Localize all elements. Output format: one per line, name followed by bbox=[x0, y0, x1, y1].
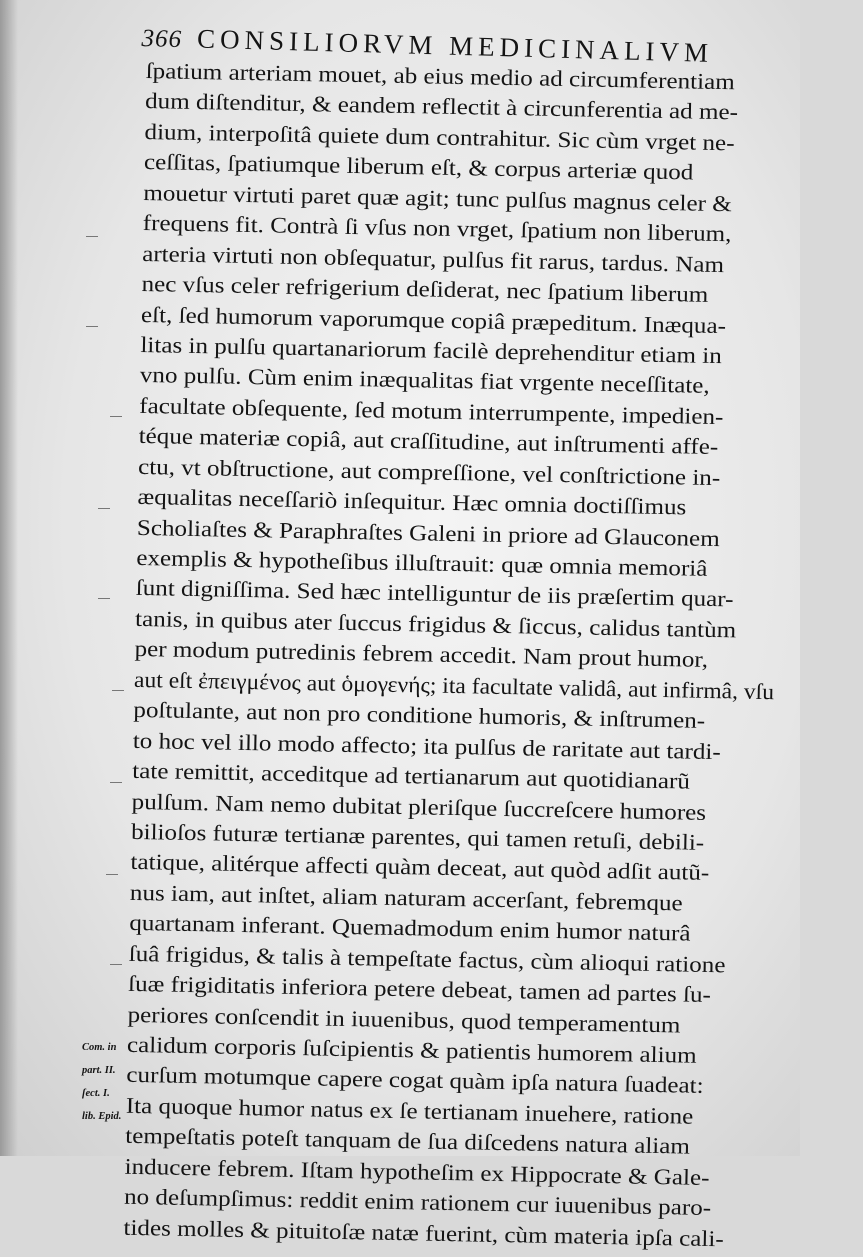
text-line: ctu, vt obſtructione, aut compreſſione, vel conſtrictione in- bbox=[137, 453, 721, 490]
text-line: nec vſus celer refrigerium deſiderat, nec ſpatium liberum bbox=[141, 271, 709, 307]
margin-tick bbox=[110, 964, 122, 965]
margin-note-line: ſect. I. bbox=[82, 1088, 110, 1099]
text-line: arteria virtuti non obſequatur, pulſus fit rarus, tardus. Nam bbox=[141, 240, 725, 277]
text-line: facultate obſequente, ſed motum interrumpente, impedien- bbox=[139, 392, 724, 429]
text-line: frequens fit. Contrà ſi vſus non vrget, ſpatium non liberum, bbox=[142, 210, 732, 247]
page-number: 366 bbox=[141, 24, 183, 54]
margin-tick bbox=[112, 690, 124, 691]
margin-tick bbox=[106, 874, 118, 875]
text-line: tempeſtatis poteſt tanquam de ſua diſcedens natura aliam bbox=[125, 1123, 691, 1159]
margin-tick bbox=[98, 508, 110, 509]
text-line: exemplis & hypotheſibus illuſtrauit: quæ omnia memoriâ bbox=[136, 544, 708, 581]
margin-note-line: part. II. bbox=[82, 1065, 116, 1076]
text-line: ſpatium arteriam mouet, ab eius medio ad circumferentiam bbox=[145, 57, 735, 95]
text-line: bilioſos futuræ tertianæ parentes, qui tamen retuſi, debili- bbox=[130, 818, 705, 855]
text-line: dium, interpoſitâ quiete dum contrahitur. Sic cùm vrget ne- bbox=[144, 118, 735, 156]
text-line: ſuâ frigidus, & talis à tempeſtate factus, cùm alioqui ratione bbox=[128, 940, 726, 977]
text-line: quartanam inferant. Quemadmodum enim humor naturâ bbox=[129, 910, 691, 946]
text-line: periores conſcendit in iuuenibus, quod temperamentum bbox=[127, 1001, 681, 1037]
text-line: ceſſitas, ſpatiumque liberum eſt, & corpus arteriæ quod bbox=[143, 149, 694, 185]
text-line: eſt, ſed humorum vaporumque copiâ præpeditum. Inæqua- bbox=[140, 301, 727, 338]
margin-note bbox=[82, 1036, 148, 1128]
text-line: inducere febrem. Iſtam hypotheſim ex Hippocrate & Gale- bbox=[124, 1153, 710, 1190]
text-line: curſum motumque capere cogat quàm ipſa natura ſuadeat: bbox=[126, 1062, 704, 1099]
text-line: tides molles & pituitoſæ natæ fuerint, cùm materia ipſa cali- bbox=[123, 1214, 724, 1251]
text-line: ſuæ frigiditatis inferiora petere debeat, tamen ad partes ſu- bbox=[127, 970, 712, 1008]
margin-tick bbox=[86, 326, 98, 327]
text-line: tate remittit, acceditque ad tertianarum aut quotidianarũ bbox=[132, 757, 691, 794]
body-text bbox=[123, 56, 786, 1255]
text-line: ſunt digniſſima. Sed hæc intelliguntur de iis præſertim quar- bbox=[135, 575, 734, 612]
margin-tick bbox=[98, 598, 110, 599]
margin-tick bbox=[110, 416, 122, 417]
text-line: to hoc vel illo modo affecto; ita pulſus de raritate aut tardi- bbox=[132, 727, 721, 764]
margin-note-line: lib. Epid. bbox=[82, 1111, 122, 1122]
text-line: tatique, alitérque affecti quàm deceat, aut quòd adſit autũ- bbox=[130, 849, 710, 886]
text-line: vno pulſu. Cùm enim inæqualitas fiat vrgente neceſſitate, bbox=[139, 362, 710, 399]
text-line: calidum corporis ſuſcipientis & patientis humorem alium bbox=[126, 1031, 697, 1068]
text-line: no deſumpſimus: reddit enim rationem cur iuuenibus paro- bbox=[123, 1183, 712, 1221]
text-line: mouetur virtuti paret quæ agit; tunc pulſus magnus celer & bbox=[143, 179, 733, 217]
text-line: Ita quoque humor natus ex ſe tertianam inuehere, ratione bbox=[125, 1092, 694, 1129]
text-line: Scholiaſtes & Paraphraſtes Galeni in priore ad Glauconem bbox=[136, 514, 720, 551]
margin-tick bbox=[86, 236, 98, 237]
margin-tick bbox=[110, 782, 122, 783]
text-line: nus iam, aut inſtet, aliam naturam accerſant, febremque bbox=[129, 879, 683, 916]
text-line: litas in pulſu quartanariorum facilè deprehenditur etiam in bbox=[140, 331, 723, 369]
text-line: téque materiæ copiâ, aut craſſitudine, aut inſtrumenti affe- bbox=[138, 423, 719, 460]
running-head: CONSILIORVM MEDICINALIVM bbox=[196, 23, 714, 68]
margin-note-line: Com. in bbox=[82, 1042, 117, 1053]
text-line: aut eſt ἐπειγμένος aut ὁμογενής; ita facultate validâ, aut infirmâ, vſu bbox=[133, 666, 775, 704]
text-line: poſtulante, aut non pro conditione humoris, & inſtrumen- bbox=[133, 697, 706, 734]
text-line: dum diſtenditur, & eandem reflectit à circunferentia ad me- bbox=[144, 88, 739, 125]
text-line: tanis, in quibus ater ſuccus frigidus & ſiccus, calidus tantùm bbox=[134, 605, 737, 643]
gutter-shadow bbox=[0, 0, 18, 1156]
text-line: æqualitas neceſſariò inſequitur. Hæc omnia doctiſſimus bbox=[137, 484, 687, 520]
text-line: pulſum. Nam nemo dubitat pleriſque ſuccreſcere humores bbox=[131, 788, 707, 825]
text-line: per modum putredinis febrem accedit. Nam prout humor, bbox=[134, 636, 709, 673]
